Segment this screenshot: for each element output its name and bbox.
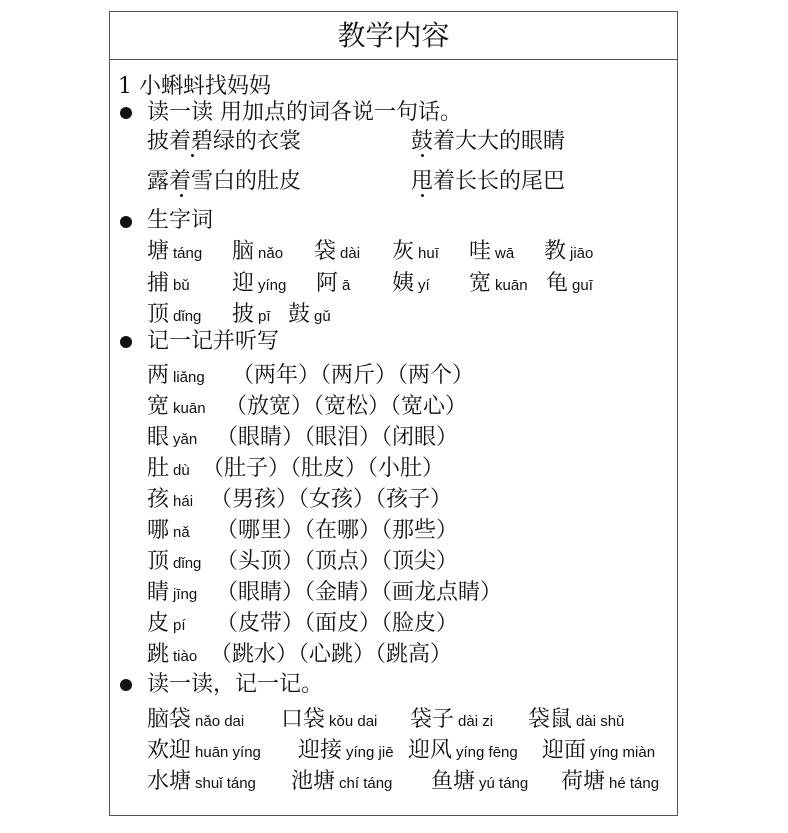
dictation-words: （肚子）（肚皮）（小肚）: [202, 456, 445, 481]
dictation-row: 顶 dǐng: [147, 549, 202, 574]
char-item: 顶 dǐng: [147, 302, 202, 327]
dictation-words: （男孩）（女孩）（孩子）: [210, 487, 453, 512]
word-item: 袋鼠 dài shǔ: [528, 707, 625, 732]
phrase: 披着碧绿的衣裳: [147, 129, 302, 154]
emphasis-dot: [421, 154, 424, 157]
word-item: 迎接 yíng jiē: [298, 738, 394, 763]
content-frame: [109, 11, 678, 816]
page-title: 教学内容: [110, 12, 677, 60]
char-item: 披 pī: [232, 302, 271, 327]
word-item: 荷塘 hé táng: [561, 769, 660, 794]
dictation-words: （跳水）（心跳）（跳高）: [210, 642, 453, 667]
word-item: 水塘 shuǐ táng: [147, 769, 256, 794]
char-item: 阿 ā: [316, 271, 351, 296]
dictation-row: 跳 tiào: [147, 642, 198, 667]
word-item: 欢迎 huān yíng: [147, 738, 261, 763]
dictation-words: （头顶）（顶点）（顶尖）: [216, 549, 459, 574]
word-item: 袋子 dài zi: [410, 707, 494, 732]
word-item: 迎面 yíng miàn: [542, 738, 656, 763]
dictation-row: 睛 jīng: [147, 580, 198, 605]
phrase: 甩着长长的尾巴: [411, 169, 566, 194]
section2-heading: 生字词: [147, 208, 214, 233]
bullet-icon: [120, 107, 132, 119]
dictation-row: 孩 hái: [147, 487, 194, 512]
dictation-words: （皮带）（面皮）（脸皮）: [216, 611, 459, 636]
char-item: 袋 dài: [314, 239, 361, 264]
char-item: 灰 huī: [392, 239, 439, 264]
dictation-row: 宽 kuān: [147, 394, 206, 419]
dictation-row: 皮 pí: [147, 611, 186, 636]
lesson-title: 1 小蝌蚪找妈妈: [118, 74, 271, 99]
dictation-words: （两年）（两斤）（两个）: [232, 363, 475, 388]
word-item: 迎风 yíng fēng: [408, 738, 518, 763]
bullet-icon: [120, 679, 132, 691]
emphasis-dot: [191, 154, 194, 157]
char-item: 塘 táng: [147, 239, 203, 264]
dictation-row: 肚 dù: [147, 456, 190, 481]
word-item: 脑袋 nǎo dai: [147, 707, 245, 732]
word-item: 鱼塘 yú táng: [431, 769, 529, 794]
phrase: 露着雪白的肚皮: [147, 169, 302, 194]
dictation-row: 哪 nǎ: [147, 518, 190, 543]
char-item: 脑 nǎo: [232, 239, 284, 264]
dictation-row: 两 liǎng: [147, 363, 205, 388]
phrase: 鼓着大大的眼睛: [411, 129, 566, 154]
char-item: 姨 yí: [392, 271, 430, 296]
dictation-words: （哪里）（在哪）（那些）: [216, 518, 459, 543]
section3-heading: 记一记并听写: [147, 329, 280, 354]
word-item: 池塘 chí táng: [291, 769, 393, 794]
bullet-icon: [120, 216, 132, 228]
char-item: 教 jiāo: [544, 239, 594, 264]
char-item: 龟 guī: [546, 271, 593, 296]
emphasis-dot: [180, 194, 183, 197]
char-item: 鼓 gǔ: [288, 302, 331, 327]
char-item: 捕 bǔ: [147, 271, 190, 296]
emphasis-dot: [421, 194, 424, 197]
char-item: 迎 yíng: [232, 271, 287, 296]
section1-heading: 读一读 用加点的词各说一句话。: [147, 100, 462, 125]
dictation-words: （眼睛）（金睛）（画龙点睛）: [216, 580, 503, 605]
word-item: 口袋 kǒu dai: [281, 707, 378, 732]
dictation-words: （放宽）（宽松）（宽心）: [225, 394, 468, 419]
char-item: 哇 wā: [469, 239, 515, 264]
char-item: 宽 kuān: [469, 271, 528, 296]
dictation-words: （眼睛）（眼泪）（闭眼）: [216, 425, 459, 450]
section4-heading: 读一读，记一记。: [147, 672, 324, 697]
dictation-row: 眼 yǎn: [147, 425, 198, 450]
bullet-icon: [120, 336, 132, 348]
